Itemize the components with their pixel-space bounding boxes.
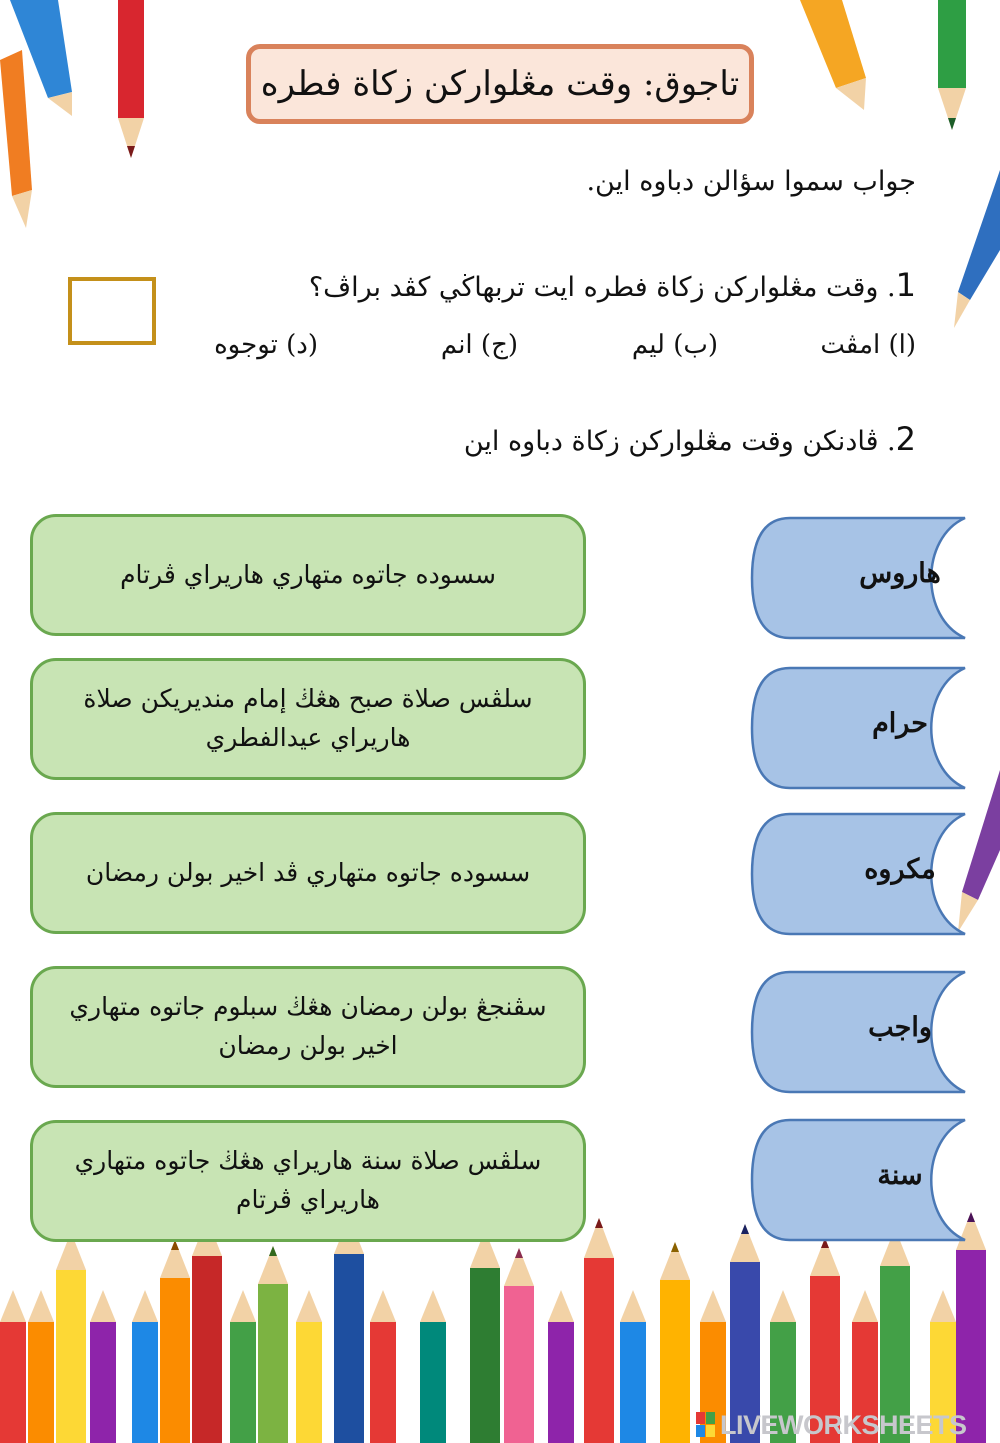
match-description-2[interactable]: سلڤس صلاة صبح هڠڬ إمام منديريكن صلاة هاريراي عيدالفطري bbox=[30, 658, 586, 780]
title-box bbox=[246, 44, 754, 124]
option-c: (ج) انم bbox=[440, 330, 518, 360]
match-label-haram[interactable]: حرام bbox=[872, 708, 928, 739]
match-label-wajib[interactable]: واجب bbox=[868, 1012, 932, 1043]
match-description-5[interactable]: سلڤس صلاة سنة هاريراي هڠڬ جاتوه متهاري هاريراي ڤرتام bbox=[30, 1120, 586, 1242]
pencil-icon bbox=[958, 770, 1000, 932]
option-d: (د) توجوه bbox=[214, 330, 318, 360]
pencil-icon bbox=[0, 50, 32, 228]
match-label-makruh[interactable]: مكروه bbox=[864, 854, 936, 885]
pencil-icon bbox=[118, 0, 144, 158]
instruction-text: جواب سموا سؤالن دباوه اين. bbox=[586, 166, 916, 197]
match-label-sunat[interactable]: سنة bbox=[877, 1160, 923, 1191]
question-2-text: . ڤادنكن وقت مڠلواركن زكاة دباوه اين bbox=[463, 426, 896, 457]
question-1-answer-box[interactable] bbox=[68, 277, 156, 345]
pencil-border bbox=[0, 1212, 986, 1443]
question-1-text: . وقت مڠلواركن زكاة فطره ايت تربهاڬي كڤد براڤ؟ bbox=[308, 272, 896, 303]
option-a: (ا) امڤت bbox=[820, 330, 916, 360]
option-b: (ب) ليم bbox=[631, 330, 718, 360]
question-2-number: 2 bbox=[895, 420, 916, 458]
question-2 bbox=[464, 420, 916, 458]
pencil-icon bbox=[954, 170, 1000, 328]
match-label-harus[interactable]: هاروس bbox=[859, 558, 941, 589]
page-title: تاجوق: وقت مڠلواركن زكاة فطره bbox=[260, 64, 740, 104]
match-description-1[interactable]: سسوده جاتوه متهاري هاريراي ڤرتام bbox=[30, 514, 586, 636]
pencil-icon bbox=[938, 0, 966, 130]
match-description-3[interactable]: سسوده جاتوه متهاري ڤد اخير بولن رمضان bbox=[30, 812, 586, 934]
question-1-number: 1 bbox=[895, 266, 916, 304]
match-description-4[interactable]: سڤنجڠ بولن رمضان هڠڬ سبلوم جاتوه متهاري اخير بولن رمضان bbox=[30, 966, 586, 1088]
watermark: LIVEWORKSHEETS bbox=[720, 1410, 967, 1440]
question-1 bbox=[309, 266, 916, 304]
liveworksheets-logo-icon bbox=[696, 1412, 716, 1438]
pencil-icon bbox=[800, 0, 866, 110]
